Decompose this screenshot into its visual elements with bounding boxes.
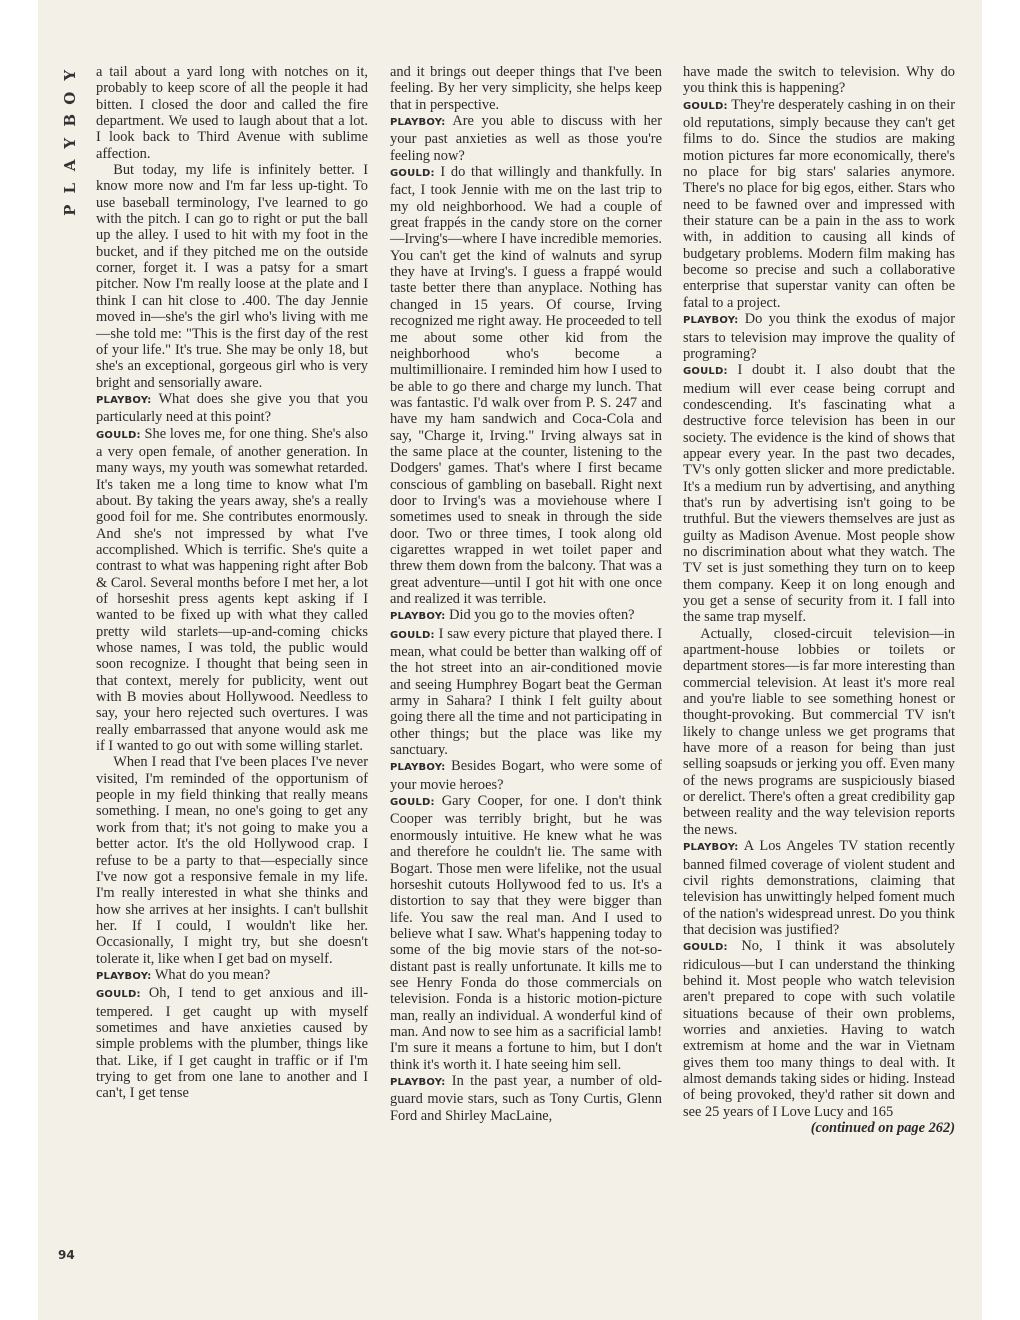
masthead-letter: Y: [60, 137, 79, 149]
speaker-label: PLAYBOY:: [390, 762, 446, 774]
article-paragraph: [96, 162, 368, 391]
speaker-label: GOULD:: [683, 366, 728, 378]
paragraph-text: A Los Angeles TV station recently banned filmed coverage of violent student and civil rights demonstrations, claiming that television has unwittingly helped foment much of the nation's widespread unrest. Do you think that decision was justified?: [683, 838, 955, 938]
paragraph-text: They're desperately cashing in on their old reputations, simply because they can't get films to do. Since the studios are making motion pictures far more economically, there's no place for big stars' salaries anymore. There's no place for big egos, either. Stars who need to be fawned over and impressed with their stature can be a pain in the ass to work with, in addition to causing all kinds of budgetary problems. Modern film making has become so precise and such a collaborative enterprise that superstar vanity can often be fatal to a project.: [683, 96, 955, 311]
masthead-letter: O: [60, 91, 79, 105]
paragraph-text: I saw every picture that played there. I mean, what could be better than walking off of the hot street into an air-conditioned movie and seeing Humphrey Bogart beat the German army in Sahara? I think I felt guilty about going there all the time and not participating in other things; but the place was like my sanctuary.: [390, 625, 662, 759]
article-paragraph: [390, 626, 662, 759]
article-paragraph: [96, 64, 368, 162]
paragraph-text: I doubt it. I also doubt that the medium will ever cease being corrupt and condescending. It's fascinating what a destructive force television has been in our society. The evidence is the kind of shows that appear every year. In the past two decades, TV's only gotten slicker and more predictable. It's a medium run by advertising, and anything that's run by advertising isn't going to be truthful. But the viewers themselves are just as guilty as Madison Avenue. Most people show no discrimination about what they watch. The TV set is just something they turn on to keep them company. Keep it on long enough and you get a sense of security from it. I fall into the same trap myself.: [683, 362, 955, 626]
masthead-letter: A: [60, 159, 79, 172]
article-paragraph: [683, 362, 955, 626]
speaker-label: PLAYBOY:: [683, 315, 739, 327]
speaker-label: PLAYBOY:: [683, 842, 739, 854]
paragraph-text: I do that willingly and thankfully. In fact, I took Jennie with me on the last trip to my old neighborhood. We had a couple of great frappés in the candy store on the corner—Irving's—where I have incredible memories. You can't get the kind of walnuts and syrup they have at Irving's. I guess a frappé would taste better there than anyplace. Nothing has changed in 15 years. Of course, Irving recognized me right away. He proceeded to tell me about some other kid from the neighborhood who's become a multimillionaire. I reminded him how I used to be able to go there and charge my lunch. That was fantastic. I'd walk over from P. S. 247 and have my ham sandwich and Coca-Cola and say, "Charge it, Irving." Irving always sat in the same place at the counter, listening to the Dodgers' games. That's where I first became conscious of gambling on baseball. Right next door to Irving's was a moviehouse where I sometimes used to sneak in through the side door. Two or three times, I took along old cigarettes wrapped in wet toilet paper and threw them down from the balcony. That was a great adventure—until I got hit with one once and realized it was terrible.: [390, 164, 662, 607]
speaker-label: GOULD:: [96, 989, 141, 1001]
paragraph-text: In the past year, a number of old-guard movie stars, such as Tony Curtis, Glenn Ford and Shirley MacLaine,: [390, 1072, 662, 1124]
article-paragraph: [683, 311, 955, 362]
speaker-label: PLAYBOY:: [96, 970, 152, 982]
paragraph-text: She loves me, for one thing. She's also a very open female, of another generation. In many ways, my youth was somewhat retarded. It's taken me a long time to know what I'm about. By taking the years away, she's a really good foil for me. She contributes enormously. And she's not impressed by what I've accomplished. Which is terrific. She's quite a contrast to what was happening right after Bob & Carol. Several months before I met her, a lot of horseshit press agents kept asking if I wanted to be fixed up with what they called pretty wild starlets—up-and-coming chicks whose names, I was told, the public would soon recognize. I thought that being seen in that context, merely for publicity, went out with B movies about Hollywood. Needless to say, your hero rejected such overtures. I was really embarrassed that anyone would ask me if I wanted to go out with some willing starlet.: [96, 425, 368, 755]
article-paragraph: [390, 64, 662, 113]
magazine-page: [38, 0, 982, 1320]
speaker-label: PLAYBOY:: [390, 611, 446, 623]
article-paragraph: [96, 967, 368, 985]
paragraph-text: a tail about a yard long with notches on it, probably to keep score of all the people it had bitten. I closed the door and called the fire department. We used to laugh about that a lot. I look back to Third Avenue with sublime affection.: [96, 64, 368, 162]
masthead-letter: B: [60, 113, 79, 127]
article-paragraph: [96, 426, 368, 755]
paragraph-text: Are you able to discuss with her your past anxieties as well as those you're feeling now?: [390, 113, 662, 164]
text-column-1: [96, 64, 368, 1102]
article-paragraph: [683, 64, 955, 97]
speaker-label: PLAYBOY:: [390, 117, 446, 129]
speaker-label: GOULD:: [390, 797, 435, 809]
masthead-letter: P: [60, 204, 79, 216]
paragraph-text: Actually, closed-circuit television—in apartment-house lobbies or toilets or department stores—is far more interesting than commercial television. At least it's more real and you're liable to see something honest or thought-provoking. But commercial TV isn't likely to change unless we get programs that have more of a reason for being than just selling soapsuds or jerking you off. Even many of the news programs are suspiciously biased or derelict. There's often a great credibility gap between reality and the way television reports the news.: [683, 625, 955, 838]
article-paragraph: [96, 985, 368, 1101]
paragraph-text: No, I think it was absolutely ridiculous—but I can understand the thinking behind it. Most people who watch television aren't prepared to cope with such volatile situations because of their own problems, worries and anxieties. Having to watch extremism at home and the war in Vietnam gives them too many things to deal with. It almost demands taking sides or hiding. Instead of being provoked, they'd rather sit down and see 25 years of I Love Lucy and 165: [683, 938, 955, 1120]
paragraph-text: have made the switch to television. Why do you think this is happening?: [683, 64, 955, 97]
masthead-letter: L: [60, 182, 79, 194]
paragraph-text: What do you mean?: [154, 966, 271, 983]
article-paragraph: [390, 758, 662, 793]
masthead-letter: Y: [60, 69, 79, 81]
text-column-3: [683, 64, 955, 1136]
paragraph-text: When I read that I've been places I've never visited, I'm reminded of the opportunism of people in my field thinking that really means something. I mean, no one's going to get any work from that; it's not going to make you a better actor. It's the old Hollywood crap. I refuse to be a party to that—especially since I've now got a responsive female in my life. I'm really interested in what she thinks and how she arrives at her insights. I can't bullshit her. If I could, I wouldn't like her. Occasionally, I might try, but she doesn't tolerate it, like when I get bad on myself.: [96, 754, 368, 967]
page-number: 94: [58, 1248, 75, 1262]
speaker-label: GOULD:: [683, 942, 728, 954]
continued-note: (continued on page 262): [810, 1120, 955, 1136]
article-paragraph: [683, 938, 955, 1120]
paragraph-text: and it brings out deeper things that I've been feeling. By her very simplicity, she helps keep that in perspective.: [390, 64, 662, 113]
article-paragraph: [390, 793, 662, 1073]
article-paragraph: [390, 607, 662, 625]
article-paragraph: [390, 113, 662, 164]
speaker-label: GOULD:: [96, 429, 141, 441]
masthead-vertical: [58, 64, 82, 222]
article-paragraph: [683, 626, 955, 838]
text-column-2: [390, 64, 662, 1124]
paragraph-text: But today, my life is infinitely better. I know more now and I'm far less up-tight. To use baseball terminology, I've learned to go with the pitch. I can go to right or put the ball up the alley. I used to hit with my foot in the bucket, and if they pitched me on the outside corner, forget it. I was a patsy for a smart pitcher. Now I'm really loose at the plate and I think I can hit close to .400. The day Jennie moved in—she's the girl who's living with me—she told me: "This is the first day of the rest of your life." It's true. She may be only 18, but she's an exceptional, gorgeous girl who is very bright and sensorially aware.: [96, 162, 368, 391]
article-paragraph: [390, 164, 662, 607]
article-paragraph: [390, 1073, 662, 1124]
article-paragraph: [96, 754, 368, 966]
paragraph-text: Besides Bogart, who were some of your movie heroes?: [390, 758, 662, 793]
speaker-label: GOULD:: [390, 629, 435, 641]
article-paragraph: [683, 838, 955, 938]
speaker-label: GOULD:: [683, 100, 728, 112]
paragraph-text: Did you go to the movies often?: [449, 607, 635, 624]
paragraph-text: What does she give you that you particularly need at this point?: [96, 390, 368, 426]
paragraph-text: Do you think the exodus of major stars to television may improve the quality of programing?: [683, 311, 955, 362]
paragraph-text: Oh, I tend to get anxious and ill-tempered. I get caught up with myself sometimes and have anxieties caused by simple problems with the plumber, things like that. Like, if I get caught in traffic or if I'm trying to get from one lane to another and I can't, I get tense: [96, 985, 368, 1102]
article-paragraph: [96, 391, 368, 426]
paragraph-text: Gary Cooper, for one. I don't think Cooper was terribly bright, but he was enormously intuitive. He knew what he was and therefore he couldn't lie. The same with Bogart. Those men were lifelike, not the usual horseshit cutouts Hollywood fed to us. It's a distortion to say that they were bigger than life. You saw the real man. And I used to believe what I saw. What's happening today to some of the big movie stars of the not-so-distant past is really unfortunate. It kills me to see Henry Fonda do those commercials on television. Fonda is a historic motion-picture man, really an individual. A wonderful kind of man. And now to see him as a sacrificial lamb! I'm sure it means a fortune to him, but I don't think it's worth it. I hate seeing him sell.: [390, 793, 662, 1073]
speaker-label: GOULD:: [390, 168, 435, 180]
speaker-label: PLAYBOY:: [390, 1076, 446, 1088]
article-paragraph: [683, 97, 955, 311]
speaker-label: PLAYBOY:: [96, 394, 152, 406]
